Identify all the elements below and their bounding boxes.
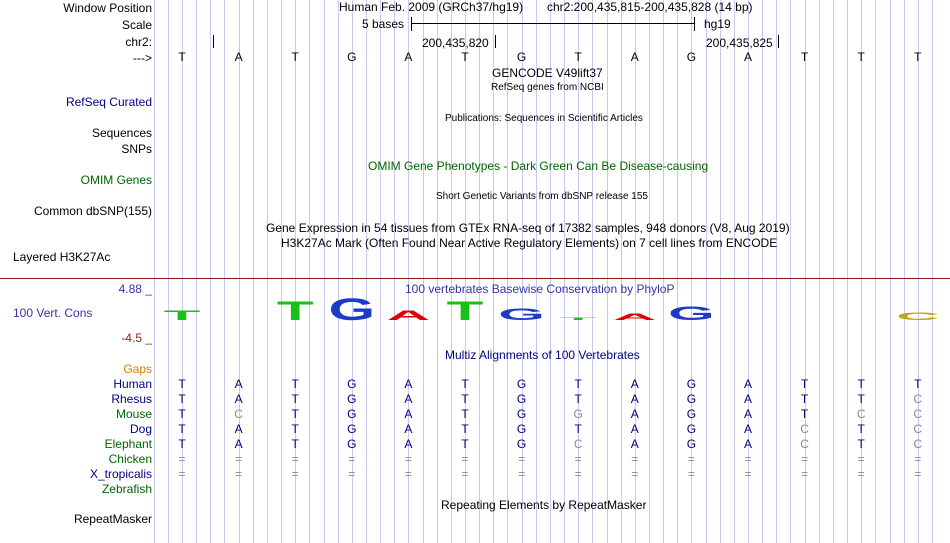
cons-min-label: -4.5 _ xyxy=(121,331,152,345)
alignment-base: T xyxy=(178,437,186,451)
gridline xyxy=(847,0,848,543)
alignment-base: T xyxy=(291,437,299,451)
species-label[interactable]: Elephant xyxy=(104,437,152,451)
multiz-track-title[interactable]: Multiz Alignments of 100 Vertebrates xyxy=(445,348,640,362)
track-divider xyxy=(0,278,950,279)
scale-label: Scale xyxy=(121,18,152,32)
cons-logo-letter: T xyxy=(559,317,597,321)
alignment-base: T xyxy=(800,407,809,421)
gridline xyxy=(734,0,735,543)
alignment-base: T xyxy=(461,437,469,451)
gridline xyxy=(607,0,608,543)
alignment-base: = xyxy=(744,452,752,466)
cons-logo-letter: T xyxy=(446,296,484,326)
gridline xyxy=(932,0,933,543)
gridline xyxy=(154,0,155,543)
alignment-base: A xyxy=(743,422,752,436)
alignment-base: G xyxy=(686,422,697,436)
omim-track-title[interactable]: OMIM Gene Phenotypes - Dark Green Can Be Disease-causing xyxy=(368,159,709,173)
alignment-base: A xyxy=(630,407,639,421)
gridline xyxy=(706,0,707,543)
alignment-base: = xyxy=(518,452,526,466)
strand-arrow-label[interactable]: ---> xyxy=(133,51,152,65)
gridline xyxy=(776,0,777,543)
gridline xyxy=(649,0,650,543)
alignment-base: G xyxy=(347,392,357,406)
cons-logo-letter: T xyxy=(276,296,314,326)
alignment-base: = xyxy=(461,467,469,481)
species-label[interactable]: Dog xyxy=(129,422,152,436)
ruler-tick xyxy=(778,35,779,48)
alignment-base: = xyxy=(574,452,582,466)
alignment-base: T xyxy=(178,377,186,391)
gridline xyxy=(253,0,254,543)
cons-logo-letter: A xyxy=(386,308,431,324)
alignment-base: = xyxy=(857,467,865,481)
alignment-base: = xyxy=(574,467,582,481)
base-letter: T xyxy=(461,50,469,64)
h3k27ac-track-title[interactable]: H3K27Ac Mark (Often Found Near Active Regulatory Elements) on 7 cell lines from ENCODE xyxy=(281,236,778,250)
sequences-track-label[interactable]: Sequences xyxy=(91,126,152,140)
cons-logo-letter: G xyxy=(498,305,545,324)
refseq-track-title[interactable]: RefSeq genes from NCBI xyxy=(491,82,604,93)
alignment-base: A xyxy=(404,392,413,406)
base-letter: T xyxy=(178,50,186,64)
alignment-base: A xyxy=(234,377,243,391)
alignment-base: G xyxy=(347,407,357,421)
base-letter: A xyxy=(743,50,752,64)
base-letter: T xyxy=(914,50,922,64)
alignment-base: A xyxy=(234,422,243,436)
alignment-base: T xyxy=(857,437,865,451)
gridline xyxy=(338,0,339,543)
alignment-base: = xyxy=(914,467,922,481)
gridline xyxy=(224,0,225,543)
alignment-base: = xyxy=(178,467,186,481)
alignment-base: T xyxy=(574,422,582,436)
gridline xyxy=(875,0,876,543)
alignment-base: = xyxy=(857,452,865,466)
ruler-tick xyxy=(213,35,214,48)
gridline xyxy=(762,0,763,543)
cons-logo-letter: G xyxy=(328,296,376,326)
alignment-base: = xyxy=(291,467,299,481)
alignment-base: = xyxy=(291,452,299,466)
base-letter: T xyxy=(291,50,299,64)
cons-logo-letter: A xyxy=(613,311,657,323)
alignment-base: T xyxy=(574,377,582,391)
alignment-base: T xyxy=(178,392,186,406)
alignment-base: = xyxy=(744,467,752,481)
alignment-base: = xyxy=(801,452,809,466)
alignment-base: = xyxy=(631,452,639,466)
base-letter: G xyxy=(516,50,527,64)
alignment-base: = xyxy=(348,452,356,466)
species-label[interactable]: Zebrafish xyxy=(101,482,152,496)
repeatmasker-track-title[interactable]: Repeating Elements by RepeatMasker xyxy=(441,498,647,512)
species-label[interactable]: Human xyxy=(113,377,152,391)
position-text: chr2:200,435,815-200,435,828 (14 bp) xyxy=(547,0,753,14)
gridline xyxy=(168,0,169,543)
gridline xyxy=(366,0,367,543)
alignment-base: = xyxy=(687,467,695,481)
scale-bar-start-tick xyxy=(411,17,412,31)
gridline xyxy=(677,0,678,543)
gridline xyxy=(833,0,834,543)
repeatmasker-track-label[interactable]: RepeatMasker xyxy=(73,512,152,526)
alignment-base: T xyxy=(914,377,922,391)
alignment-base: = xyxy=(235,467,243,481)
alignment-base: G xyxy=(686,392,697,406)
ruler-tick xyxy=(495,35,496,48)
alignment-base: T xyxy=(857,377,865,391)
base-letter: G xyxy=(686,50,697,64)
alignment-base: C xyxy=(800,437,809,451)
gridline xyxy=(451,0,452,543)
alignment-base: A xyxy=(404,407,413,421)
gridline xyxy=(423,0,424,543)
gridline xyxy=(196,0,197,543)
track-label-panel xyxy=(0,0,155,543)
alignment-base: T xyxy=(291,377,299,391)
alignment-base: = xyxy=(801,467,809,481)
alignment-base: = xyxy=(687,452,695,466)
alignment-base: C xyxy=(800,422,809,436)
cons-track-label[interactable]: 100 Vert. Cons xyxy=(13,306,93,320)
alignment-base: G xyxy=(573,407,583,421)
alignment-base: T xyxy=(800,377,809,391)
gridline xyxy=(309,0,310,543)
scale-bar xyxy=(411,23,694,24)
alignment-base: C xyxy=(856,407,866,421)
gridline xyxy=(790,0,791,543)
species-label[interactable]: X_tropicalis xyxy=(89,467,152,481)
gridline xyxy=(267,0,268,543)
alignment-base: A xyxy=(234,437,243,451)
gridline xyxy=(720,0,721,543)
assembly-text: Human Feb. 2009 (GRCh37/hg19) xyxy=(339,0,524,14)
gridline xyxy=(210,0,211,543)
alignment-base: T xyxy=(291,407,299,421)
chrom-label: chr2: xyxy=(125,35,152,49)
base-letter: A xyxy=(404,50,413,64)
species-label[interactable]: Rhesus xyxy=(111,392,152,406)
db-text: hg19 xyxy=(704,17,731,31)
alignment-base: T xyxy=(857,392,865,406)
gridline xyxy=(394,0,395,543)
alignment-base: T xyxy=(291,422,299,436)
alignment-base: T xyxy=(461,377,469,391)
dbsnp-track-label[interactable]: Common dbSNP(155) xyxy=(33,204,152,218)
alignment-base: T xyxy=(178,422,186,436)
base-letter: T xyxy=(800,50,809,64)
alignment-base: G xyxy=(686,437,697,451)
alignment-base: T xyxy=(574,392,582,406)
alignment-base: = xyxy=(461,452,469,466)
scale-text: 5 bases xyxy=(362,17,405,31)
species-label[interactable]: Chicken xyxy=(108,452,152,466)
gridline xyxy=(819,0,820,543)
gridline xyxy=(479,0,480,543)
alignment-base: = xyxy=(348,467,356,481)
alignment-base: C xyxy=(913,407,923,421)
alignment-base: C xyxy=(573,437,583,451)
alignment-base: T xyxy=(291,392,299,406)
alignment-base: A xyxy=(630,392,639,406)
omim-track-label[interactable]: OMIM Genes xyxy=(80,173,152,187)
gaps-label[interactable]: Gaps xyxy=(123,362,152,376)
gridline xyxy=(621,0,622,543)
alignment-base: = xyxy=(631,467,639,481)
alignment-base: A xyxy=(404,377,413,391)
gridline xyxy=(890,0,891,543)
publications-track-title[interactable]: Publications: Sequences in Scientific Articles xyxy=(445,113,643,124)
gridline xyxy=(380,0,381,543)
cons-logo-letter: G xyxy=(668,303,715,325)
gencode-track-title[interactable]: GENCODE V49lift37 xyxy=(492,66,603,80)
alignment-base: = xyxy=(235,452,243,466)
alignment-base: T xyxy=(461,392,469,406)
snps-track-label[interactable]: SNPs xyxy=(121,142,152,156)
alignment-base: A xyxy=(630,422,639,436)
alignment-base: A xyxy=(404,437,413,451)
alignment-base: A xyxy=(630,377,639,391)
alignment-base: G xyxy=(516,407,527,421)
track-area[interactable] xyxy=(156,0,950,543)
ruler-coord-2: 200,435,825 xyxy=(706,36,773,50)
base-letter: A xyxy=(630,50,639,64)
alignment-base: T xyxy=(461,422,469,436)
cons-max-label: 4.88 _ xyxy=(118,282,152,296)
alignment-base: G xyxy=(686,407,697,421)
alignment-base: = xyxy=(914,452,922,466)
alignment-base: A xyxy=(743,437,752,451)
alignment-base: A xyxy=(630,437,639,451)
alignment-base: T xyxy=(800,392,809,406)
window-position-label: Window Position xyxy=(63,1,152,15)
alignment-base: T xyxy=(857,422,865,436)
alignment-base: G xyxy=(347,437,357,451)
cons-logo-letter: T xyxy=(163,308,201,324)
alignment-base: A xyxy=(743,407,752,421)
base-letter: T xyxy=(574,50,582,64)
alignment-base: G xyxy=(516,422,527,436)
refseq-track-label[interactable]: RefSeq Curated xyxy=(65,95,152,109)
cons-track-title[interactable]: 100 vertebrates Basewise Conservation by PhyloP xyxy=(405,282,675,296)
alignment-base: = xyxy=(404,452,412,466)
alignment-base: A xyxy=(404,422,413,436)
alignment-base: A xyxy=(743,377,752,391)
gridline xyxy=(663,0,664,543)
base-letter: A xyxy=(234,50,243,64)
alignment-base: A xyxy=(743,392,752,406)
gridline xyxy=(904,0,905,543)
alignment-base: = xyxy=(178,452,186,466)
alignment-base: T xyxy=(178,407,186,421)
alignment-base: = xyxy=(404,467,412,481)
alignment-base: C xyxy=(234,407,243,421)
alignment-base: C xyxy=(913,392,923,406)
gridline xyxy=(281,0,282,543)
species-label[interactable]: Mouse xyxy=(115,407,152,421)
h3k27ac-track-label[interactable]: Layered H3K27Ac xyxy=(13,250,111,264)
dbsnp-track-title[interactable]: Short Genetic Variants from dbSNP release 155 xyxy=(436,191,648,202)
gtex-track-title[interactable]: Gene Expression in 54 tissues from GTEx RNA-seq of 17382 samples, 948 donors (V8, Aug 2019) xyxy=(266,221,790,235)
alignment-base: C xyxy=(913,422,923,436)
alignment-base: G xyxy=(347,422,357,436)
ruler-coord-1: 200,435,820 xyxy=(422,36,489,50)
conservation-logo xyxy=(156,296,950,326)
base-letter: T xyxy=(857,50,865,64)
gridline xyxy=(437,0,438,543)
alignment-base: T xyxy=(461,407,469,421)
alignment-base: A xyxy=(234,392,243,406)
alignment-base: G xyxy=(516,437,527,451)
scale-bar-end-tick xyxy=(694,17,695,31)
gridline xyxy=(324,0,325,543)
alignment-base: = xyxy=(518,467,526,481)
alignment-base: G xyxy=(516,377,527,391)
alignment-base: C xyxy=(913,437,923,451)
alignment-base: G xyxy=(347,377,357,391)
alignment-base: G xyxy=(686,377,697,391)
alignment-base: G xyxy=(516,392,527,406)
base-letter: G xyxy=(347,50,357,64)
cons-logo-letter: C xyxy=(896,310,940,323)
